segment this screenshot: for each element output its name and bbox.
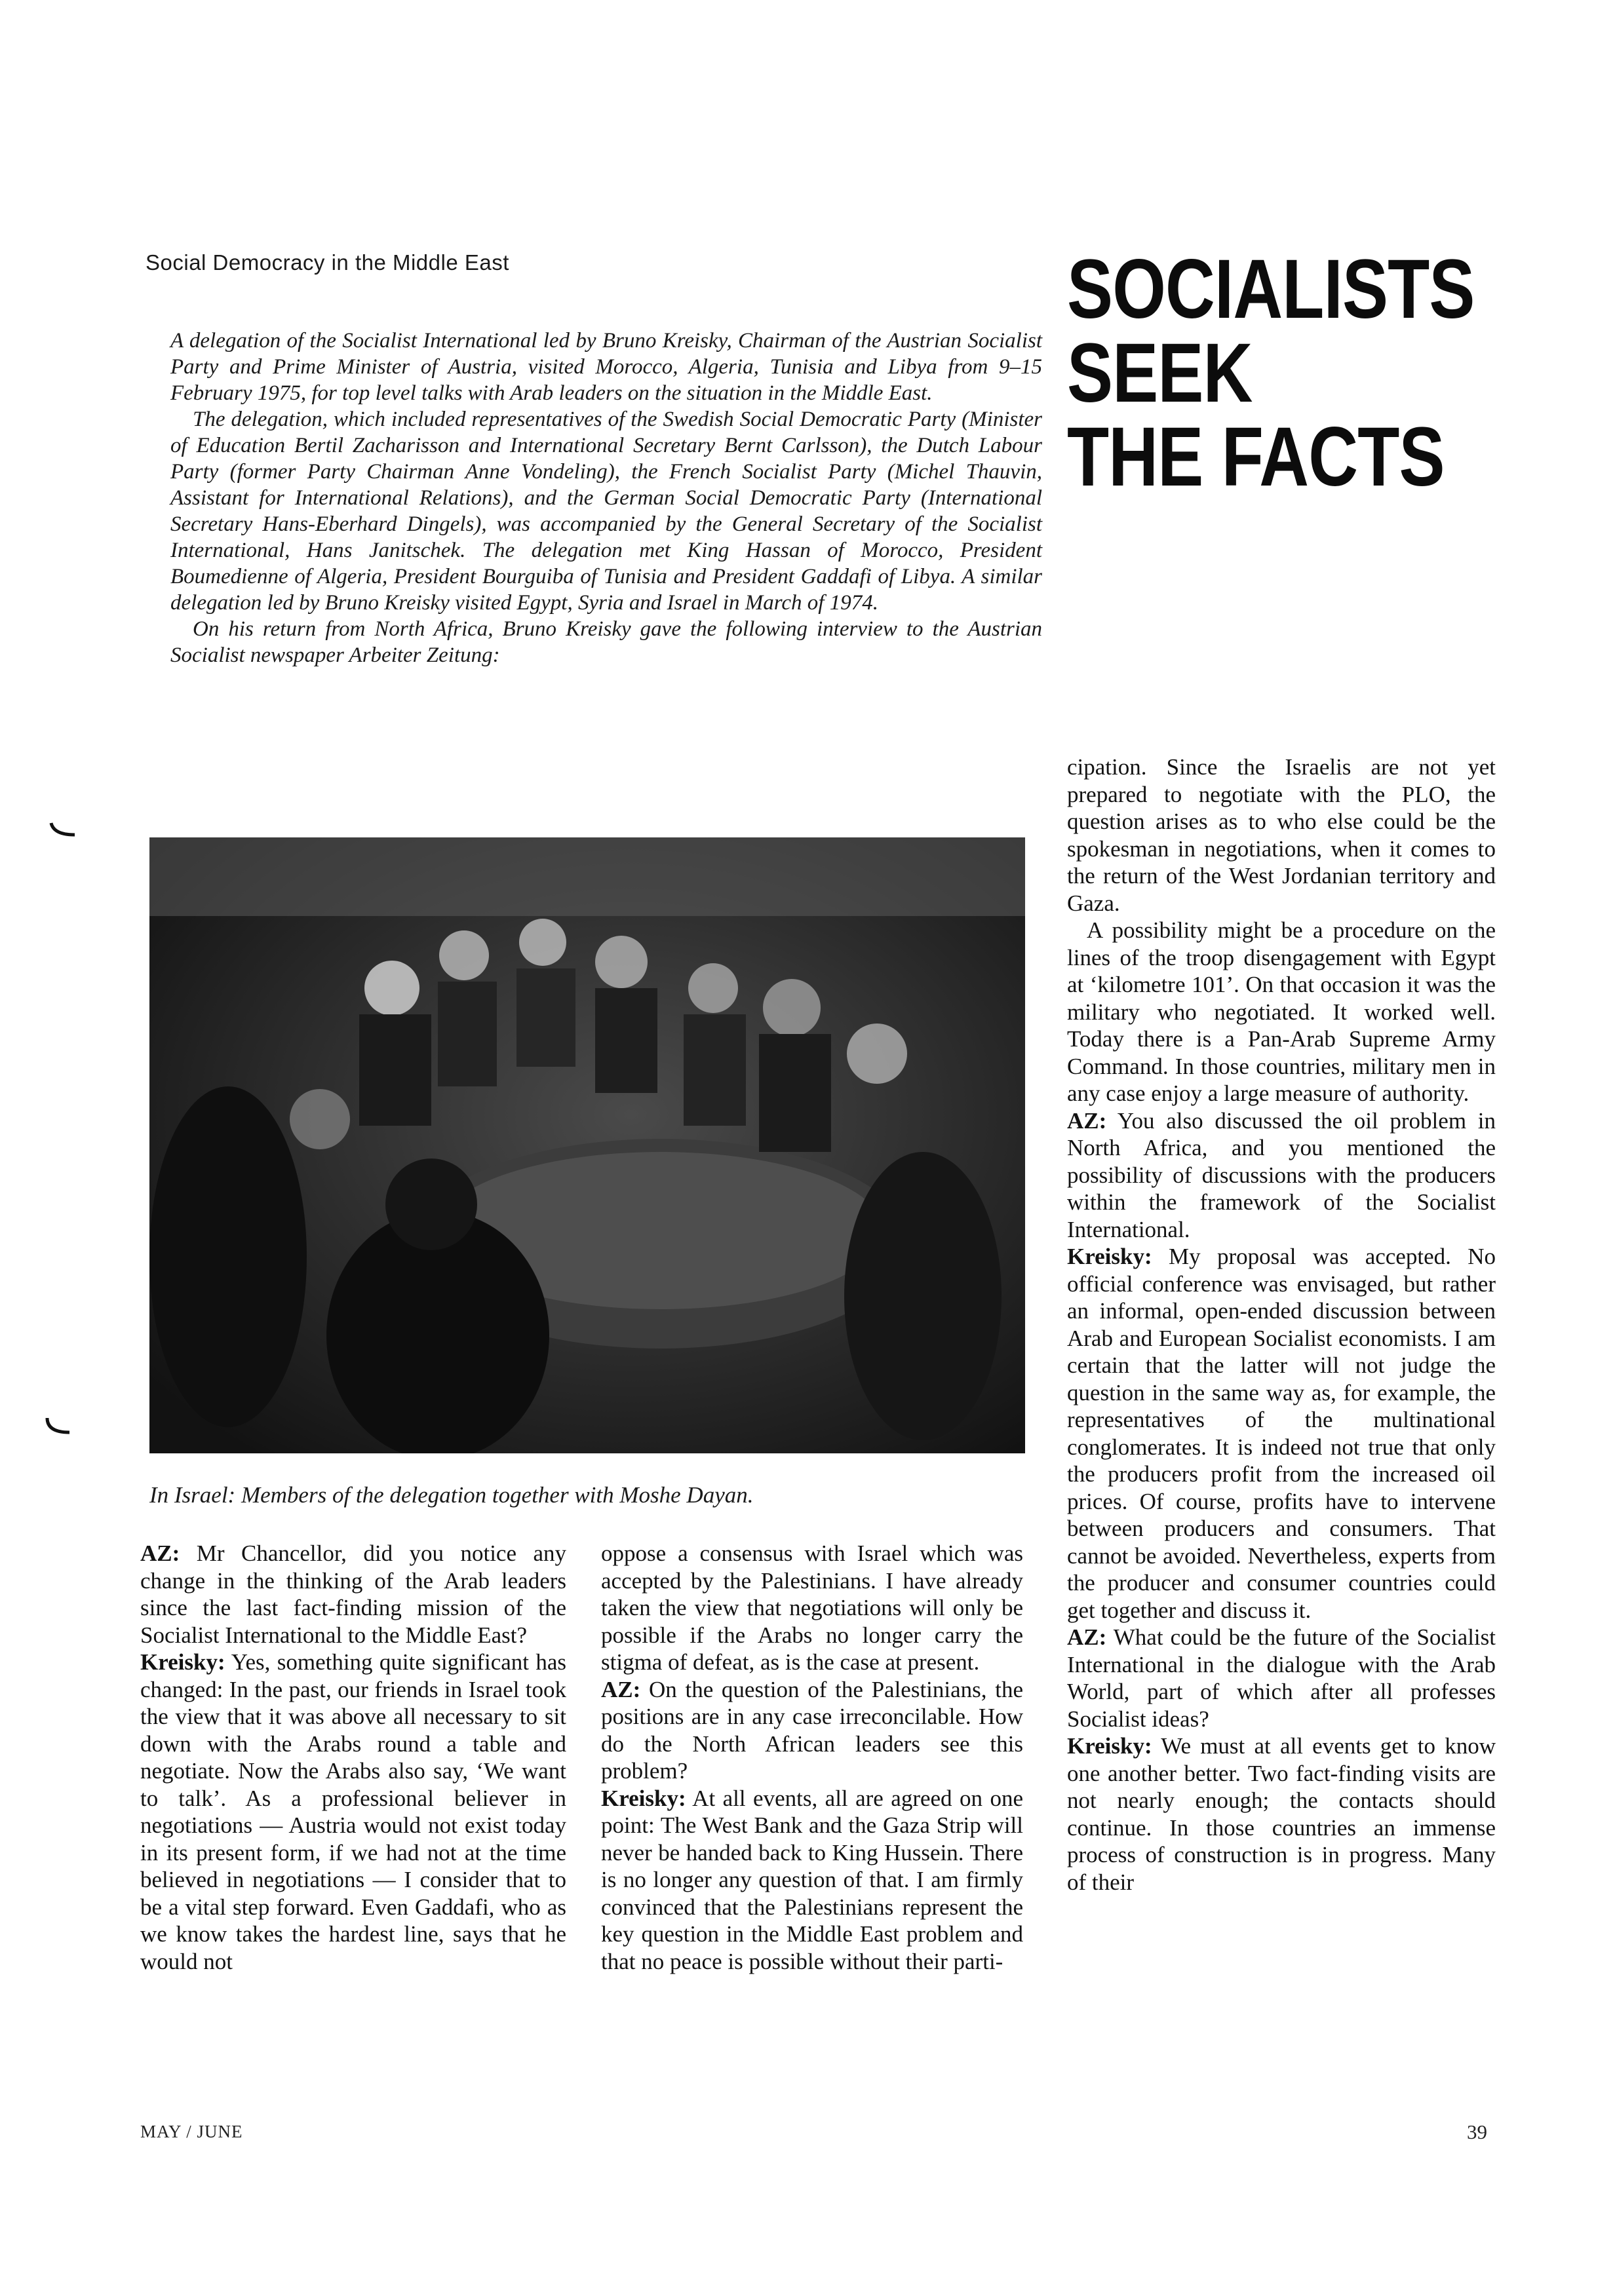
paragraph-text: Mr Chancellor, did you notice any change in the thinking of the Arab leaders since the last fact-finding mission of the Socialist International to the Middle East? [140,1540,566,1648]
corner-mark-icon [43,1417,72,1436]
speaker-label: Kreisky: [140,1649,225,1675]
headline-line: SOCIALISTS [1067,242,1475,336]
speaker-label: AZ: [1067,1107,1107,1134]
interview-paragraph [140,1649,566,1975]
page-number: 39 [1467,2120,1487,2143]
interview-column-2 [601,1540,1023,1975]
intro-paragraph: A delegation of the Socialist International led by Bruno Kreisky, Chairman of the Austrian Socialist Party and Prime Minister of Austria, visited Morocco, Algeria, Tunisia and Libya from 9–15 February 1975, for top level talks with Arab leaders on the situation in the Middle East. [170,329,1042,405]
interview-paragraph [601,1540,1023,1676]
speaker-label: Kreisky: [1067,1244,1152,1269]
interview-paragraph [1067,917,1496,1107]
interview-paragraph [1067,1243,1496,1624]
delegation-photo [149,837,1025,1453]
paragraph-text: oppose a consensus with Israel which was accepted by the Palestinians. I have already taken the view that negotiations will only be possible if the Arabs no longer carry the stigma of defeat, as is the case at present. [601,1540,1023,1675]
interview-paragraph [140,1540,566,1649]
paragraph-text: On the question of the Palestinians, the positions are in any case irreconcilable. How do the North African leaders see this problem? [601,1676,1023,1784]
interview-paragraph [1067,1107,1496,1244]
interview-paragraph [1067,1732,1496,1896]
paragraph-text: Yes, something quite significant has changed: In the past, our friends in Israel took the view that it was above all necessary to sit down with the Arabs round a table and negotiate. Now the Arabs also say, ‘We want to talk’. As a professional believer in negotiations — Austria would not exist today in its present form, if we had not at the time believed in negotiations — I consider that to be a vital step forward. Even Gaddafi, who as we know takes the hardest line, says that he would not [140,1649,566,1974]
interview-column-3 [1067,754,1496,1896]
speaker-label: AZ: [601,1676,641,1702]
speaker-label: Kreisky: [601,1785,686,1811]
speaker-label: AZ: [1067,1624,1107,1650]
paragraph-text: You also discussed the oil problem in North Africa, and you mentioned the possibility of discussions with the producers within the framework of the Socialist International. [1067,1107,1496,1242]
speaker-label: Kreisky: [1067,1733,1152,1759]
speaker-label: AZ: [140,1540,180,1566]
headline [1067,242,1475,504]
interview-paragraph [1067,754,1496,917]
headline-line: THE FACTS [1067,410,1445,504]
photo-image [149,837,1025,1453]
paragraph-text: What could be the future of the Socialist International in the dialogue with the Arab World, part of which after all professes Socialist ideas? [1067,1624,1496,1732]
interview-paragraph [601,1676,1023,1785]
section-label: Social Democracy in the Middle East [146,250,509,275]
footer-issue: MAY / JUNE [140,2122,243,2141]
intro-paragraphs [170,328,1042,668]
intro-paragraph: The delegation, which included representatives of the Swedish Social Democratic Party (Minister of Education Bertil Zacharisson and International Secretary Bernt Carlsson), the Dutch Labour Party (former Party Chairman Anne Vondeling), the French Socialist Party (Michel Thauvin, Assistant for International Relations), and the German Social Democratic Party (International Secretary Hans-Eberhard Dingels), was accompanied by the General Secretary of the Socialist International, Hans Janitschek. The delegation met King Hassan of Morocco, President Boumedienne of Algeria, President Bourguiba of Tunisia and President Gaddafi of Libya. A similar delegation led by Bruno Kreisky visited Egypt, Syria and Israel in March of 1974. [170,408,1042,615]
interview-paragraph [1067,1624,1496,1732]
paragraph-text: We must at all events get to know one another better. Two fact-finding visits are not nearly enough; the contacts should continue. In those countries an immense process of construction is in progress. Many of their [1067,1733,1496,1895]
paragraph-text: cipation. Since the Israelis are not yet prepared to negotiate with the PLO, the question arises as to who else could be the spokesman in negotiations, when it comes to the return of the West Jordanian territory and Gaza. [1067,754,1496,916]
interview-column-1 [140,1540,566,1975]
corner-mark-icon [49,820,77,840]
headline-line: SEEK [1067,326,1253,420]
photo-caption: In Israel: Members of the delegation together with Moshe Dayan. [149,1482,754,1508]
paragraph-text: A possibility might be a procedure on the lines of the troop disengagement with Egypt at ‘kilometre 101’. On that occasion it was the military who negotiated. It worked well. Today there is a Pan-Arab Supreme Army Command. In those countries, military men in any case enjoy a large measure of authority. [1067,917,1496,1106]
intro-paragraph: On his return from North Africa, Bruno Kreisky gave the following interview to the Austrian Socialist newspaper Arbeiter Zeitung: [170,617,1042,667]
paragraph-text: My proposal was accepted. No official conference was envisaged, but rather an informal, open-ended discussion between Arab and European Socialist economists. I am certain that the latter will not judge the question in the same way as, for example, the representatives of the multinational conglomerates. It is indeed not true that only the producers profit from the increased oil prices. Of course, profits have to intervene between producers and consumers. That cannot be avoided. Nevertheless, experts from the producer and consumer countries could get together and discuss it. [1067,1244,1496,1623]
interview-paragraph [601,1785,1023,1976]
paragraph-text: At all events, all are agreed on one point: The West Bank and the Gaza Strip will never be handed back to King Hussein. There is no longer any question of that. I am firmly convinced that the Palestinians represent the key question in the Middle East problem and that no peace is possible without their parti- [601,1785,1023,1974]
